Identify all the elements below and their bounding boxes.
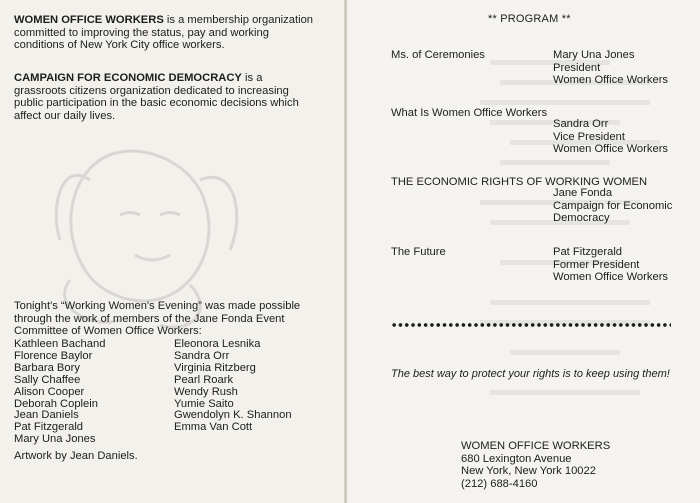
speaker-line: Women Office Workers bbox=[553, 271, 669, 283]
program-title: ** PROGRAM ** bbox=[488, 13, 571, 25]
speaker-line: President bbox=[553, 61, 601, 74]
org1-name: WOMEN OFFICE WORKERS bbox=[14, 14, 164, 26]
committee-member: Virginia Ritzberg bbox=[174, 361, 256, 374]
speaker-line: Democracy bbox=[553, 212, 610, 224]
committee-member: Barbara Bory bbox=[14, 361, 80, 374]
committee-member: Sandra Orr bbox=[174, 349, 230, 362]
committee-member: Eleonora Lesnika bbox=[174, 338, 261, 350]
program-role: The Future bbox=[391, 246, 446, 258]
committee-member: Florence Baylor bbox=[14, 349, 93, 362]
program-role: Ms. of Ceremonies bbox=[391, 49, 485, 61]
committee-member: Emma Van Cott bbox=[174, 421, 253, 434]
committee-credits-intro: Tonight's “Working Women's Evening” was made possible through the work of members of the Jane Fonda Event Committee of Women Office Workers: bbox=[14, 300, 301, 337]
committee-member: Sally Chaffee bbox=[14, 373, 81, 386]
org1-paragraph bbox=[14, 14, 314, 52]
org1-description: is a membership organization committed to improving the status, pay and working conditions of New York City office workers. bbox=[14, 14, 314, 51]
org2-description: is a grassroots citizens organization dedicated to increasing public participation in the basic economic decisions which affect our daily lives. bbox=[14, 72, 299, 122]
address-block bbox=[461, 440, 610, 490]
committee-member: Alison Cooper bbox=[14, 385, 85, 398]
committee-member: Pat Fitzgerald bbox=[14, 421, 84, 434]
speaker-line: Jane Fonda bbox=[553, 187, 613, 199]
tagline: The best way to protect your rights is to keep using them! bbox=[391, 368, 670, 380]
program-role: THE ECONOMIC RIGHTS OF WORKING WOMEN bbox=[391, 176, 648, 188]
committee-member: Mary Una Jones bbox=[14, 433, 96, 446]
program-speaker bbox=[553, 49, 668, 87]
program-speaker bbox=[553, 118, 668, 156]
committee-member: Yumie Saito bbox=[174, 397, 234, 410]
program-speaker bbox=[553, 187, 672, 225]
address-line: WOMEN OFFICE WORKERS bbox=[461, 440, 611, 452]
committee-names-column-2 bbox=[174, 339, 292, 434]
program-speaker bbox=[553, 246, 668, 284]
speaker-line: Campaign for Economic bbox=[553, 199, 673, 212]
artwork-credit: Artwork by Jean Daniels. bbox=[14, 450, 138, 462]
speaker-line: Mary Una Jones bbox=[553, 49, 635, 61]
speaker-line: Women Office Workers bbox=[553, 74, 669, 86]
speaker-line: Vice President bbox=[553, 130, 625, 143]
address-line: New York, New York 10022 bbox=[461, 465, 596, 477]
program-role: What Is Women Office Workers bbox=[391, 107, 548, 119]
address-line: (212) 688-4160 bbox=[461, 477, 538, 490]
committee-member: Kathleen Bachand bbox=[14, 338, 106, 350]
committee-member: Gwendolyn K. Shannon bbox=[174, 409, 292, 422]
committee-names-column-1 bbox=[14, 339, 105, 446]
left-page bbox=[0, 0, 346, 503]
committee-member: Deborah Coplein bbox=[14, 397, 98, 410]
dotted-divider bbox=[391, 321, 671, 329]
committee-member: Pearl Roark bbox=[174, 373, 234, 386]
org2-name: CAMPAIGN FOR ECONOMIC DEMOCRACY bbox=[14, 72, 242, 84]
speaker-line: Women Office Workers bbox=[553, 143, 669, 155]
address-line: 680 Lexington Avenue bbox=[461, 452, 572, 465]
committee-member: Jean Daniels bbox=[14, 409, 79, 422]
speaker-line: Sandra Orr bbox=[553, 118, 609, 130]
org2-paragraph bbox=[14, 72, 314, 122]
speaker-line: Former President bbox=[553, 258, 640, 271]
speaker-line: Pat Fitzgerald bbox=[553, 246, 623, 258]
committee-member: Wendy Rush bbox=[174, 385, 238, 398]
